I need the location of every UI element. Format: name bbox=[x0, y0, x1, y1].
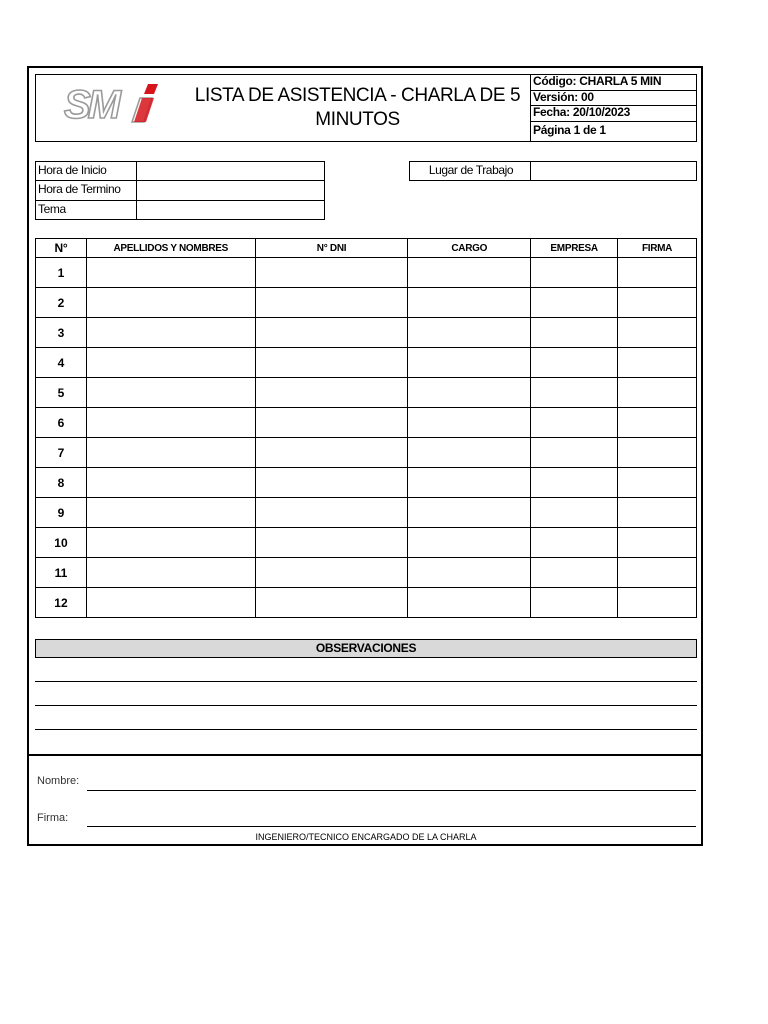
row-number-cell: 8 bbox=[36, 468, 87, 498]
row-cargo-cell[interactable] bbox=[408, 408, 531, 438]
hora-termino-input[interactable] bbox=[136, 180, 325, 201]
row-dni-cell[interactable] bbox=[255, 258, 408, 288]
row-empresa-cell[interactable] bbox=[531, 468, 618, 498]
row-cargo-cell[interactable] bbox=[408, 588, 531, 618]
row-cargo-cell[interactable] bbox=[408, 438, 531, 468]
row-names-cell[interactable] bbox=[86, 348, 255, 378]
row-number-cell: 10 bbox=[36, 528, 87, 558]
row-firma-cell[interactable] bbox=[618, 408, 697, 438]
row-dni-cell[interactable] bbox=[255, 588, 408, 618]
row-number-cell: 7 bbox=[36, 438, 87, 468]
section-divider bbox=[27, 754, 703, 756]
row-firma-cell[interactable] bbox=[618, 588, 697, 618]
row-names-cell[interactable] bbox=[86, 408, 255, 438]
row-number-cell: 5 bbox=[36, 378, 87, 408]
row-firma-cell[interactable] bbox=[618, 468, 697, 498]
firma-label: Firma: bbox=[37, 812, 69, 824]
row-names-cell[interactable] bbox=[86, 258, 255, 288]
row-dni-cell[interactable] bbox=[255, 528, 408, 558]
row-number-cell: 9 bbox=[36, 498, 87, 528]
row-names-cell[interactable] bbox=[86, 378, 255, 408]
row-empresa-cell[interactable] bbox=[531, 438, 618, 468]
smi-logo bbox=[60, 80, 160, 128]
row-dni-cell[interactable] bbox=[255, 498, 408, 528]
table-row bbox=[36, 558, 697, 588]
form-title: LISTA DE ASISTENCIA - CHARLA DE 5 MINUTOS bbox=[194, 85, 521, 130]
observaciones-line-2[interactable] bbox=[35, 705, 697, 706]
row-empresa-cell[interactable] bbox=[531, 258, 618, 288]
svg-text:SM: SM bbox=[64, 83, 118, 127]
row-number-cell: 2 bbox=[36, 288, 87, 318]
row-dni-cell[interactable] bbox=[255, 558, 408, 588]
row-dni-cell[interactable] bbox=[255, 288, 408, 318]
row-firma-cell[interactable] bbox=[618, 318, 697, 348]
row-dni-cell[interactable] bbox=[255, 438, 408, 468]
row-empresa-cell[interactable] bbox=[531, 558, 618, 588]
pagina-field: Página 1 de 1 bbox=[530, 121, 697, 142]
nombre-label: Nombre: bbox=[37, 775, 80, 787]
col-header-number: N° bbox=[36, 239, 87, 258]
row-names-cell[interactable] bbox=[86, 588, 255, 618]
col-header-cargo: CARGO bbox=[408, 239, 531, 258]
lugar-trabajo-input[interactable] bbox=[530, 161, 697, 181]
row-firma-cell[interactable] bbox=[618, 528, 697, 558]
codigo-field: Código: CHARLA 5 MIN bbox=[530, 74, 697, 91]
row-empresa-cell[interactable] bbox=[531, 588, 618, 618]
table-row bbox=[36, 438, 697, 468]
row-number-cell: 11 bbox=[36, 558, 87, 588]
row-cargo-cell[interactable] bbox=[408, 498, 531, 528]
row-cargo-cell[interactable] bbox=[408, 468, 531, 498]
table-row bbox=[36, 258, 697, 288]
observaciones-line-3[interactable] bbox=[35, 729, 697, 730]
attendance-table bbox=[35, 238, 697, 618]
row-empresa-cell[interactable] bbox=[531, 348, 618, 378]
row-firma-cell[interactable] bbox=[618, 498, 697, 528]
table-row bbox=[36, 378, 697, 408]
row-dni-cell[interactable] bbox=[255, 348, 408, 378]
table-row bbox=[36, 528, 697, 558]
fecha-field: Fecha: 20/10/2023 bbox=[530, 105, 697, 122]
row-dni-cell[interactable] bbox=[255, 378, 408, 408]
row-firma-cell[interactable] bbox=[618, 558, 697, 588]
row-names-cell[interactable] bbox=[86, 288, 255, 318]
table-row bbox=[36, 288, 697, 318]
row-empresa-cell[interactable] bbox=[531, 528, 618, 558]
hora-termino-label: Hora de Termino bbox=[35, 180, 137, 201]
row-empresa-cell[interactable] bbox=[531, 318, 618, 348]
row-number-cell: 6 bbox=[36, 408, 87, 438]
col-header-names: APELLIDOS Y NOMBRES bbox=[86, 239, 255, 258]
row-number-cell: 3 bbox=[36, 318, 87, 348]
observaciones-line-1[interactable] bbox=[35, 681, 697, 682]
version-field: Versión: 00 bbox=[530, 90, 697, 106]
tema-input[interactable] bbox=[136, 200, 325, 220]
hora-inicio-input[interactable] bbox=[136, 161, 325, 181]
row-number-cell: 4 bbox=[36, 348, 87, 378]
row-names-cell[interactable] bbox=[86, 528, 255, 558]
row-names-cell[interactable] bbox=[86, 318, 255, 348]
table-row bbox=[36, 498, 697, 528]
hora-inicio-label: Hora de Inicio bbox=[35, 161, 137, 181]
table-row bbox=[36, 348, 697, 378]
observaciones-header: OBSERVACIONES bbox=[35, 639, 697, 658]
tema-label: Tema bbox=[35, 200, 137, 220]
row-empresa-cell[interactable] bbox=[531, 288, 618, 318]
row-cargo-cell[interactable] bbox=[408, 558, 531, 588]
row-number-cell: 1 bbox=[36, 258, 87, 288]
row-firma-cell[interactable] bbox=[618, 438, 697, 468]
row-dni-cell[interactable] bbox=[255, 318, 408, 348]
signature-caption: INGENIERO/TECNICO ENCARGADO DE LA CHARLA bbox=[255, 832, 477, 842]
row-firma-cell[interactable] bbox=[618, 288, 697, 318]
attendance-body bbox=[36, 258, 697, 618]
row-names-cell[interactable] bbox=[86, 468, 255, 498]
col-header-empresa: EMPRESA bbox=[531, 239, 618, 258]
firma-line[interactable] bbox=[87, 826, 696, 827]
row-names-cell[interactable] bbox=[86, 498, 255, 528]
row-names-cell[interactable] bbox=[86, 438, 255, 468]
table-row bbox=[36, 318, 697, 348]
row-cargo-cell[interactable] bbox=[408, 288, 531, 318]
row-names-cell[interactable] bbox=[86, 558, 255, 588]
table-header-row bbox=[36, 239, 697, 258]
row-dni-cell[interactable] bbox=[255, 408, 408, 438]
nombre-line[interactable] bbox=[87, 790, 696, 791]
row-cargo-cell[interactable] bbox=[408, 258, 531, 288]
lugar-trabajo-label: Lugar de Trabajo bbox=[409, 161, 531, 181]
row-empresa-cell[interactable] bbox=[531, 498, 618, 528]
row-firma-cell[interactable] bbox=[618, 348, 697, 378]
row-cargo-cell[interactable] bbox=[408, 348, 531, 378]
row-empresa-cell[interactable] bbox=[531, 378, 618, 408]
table-row bbox=[36, 588, 697, 618]
row-empresa-cell[interactable] bbox=[531, 408, 618, 438]
table-row bbox=[36, 408, 697, 438]
col-header-dni: N° DNI bbox=[255, 239, 408, 258]
row-number-cell: 12 bbox=[36, 588, 87, 618]
row-firma-cell[interactable] bbox=[618, 378, 697, 408]
table-row bbox=[36, 468, 697, 498]
row-dni-cell[interactable] bbox=[255, 468, 408, 498]
row-firma-cell[interactable] bbox=[618, 258, 697, 288]
row-cargo-cell[interactable] bbox=[408, 528, 531, 558]
row-cargo-cell[interactable] bbox=[408, 378, 531, 408]
row-cargo-cell[interactable] bbox=[408, 318, 531, 348]
col-header-firma: FIRMA bbox=[618, 239, 697, 258]
